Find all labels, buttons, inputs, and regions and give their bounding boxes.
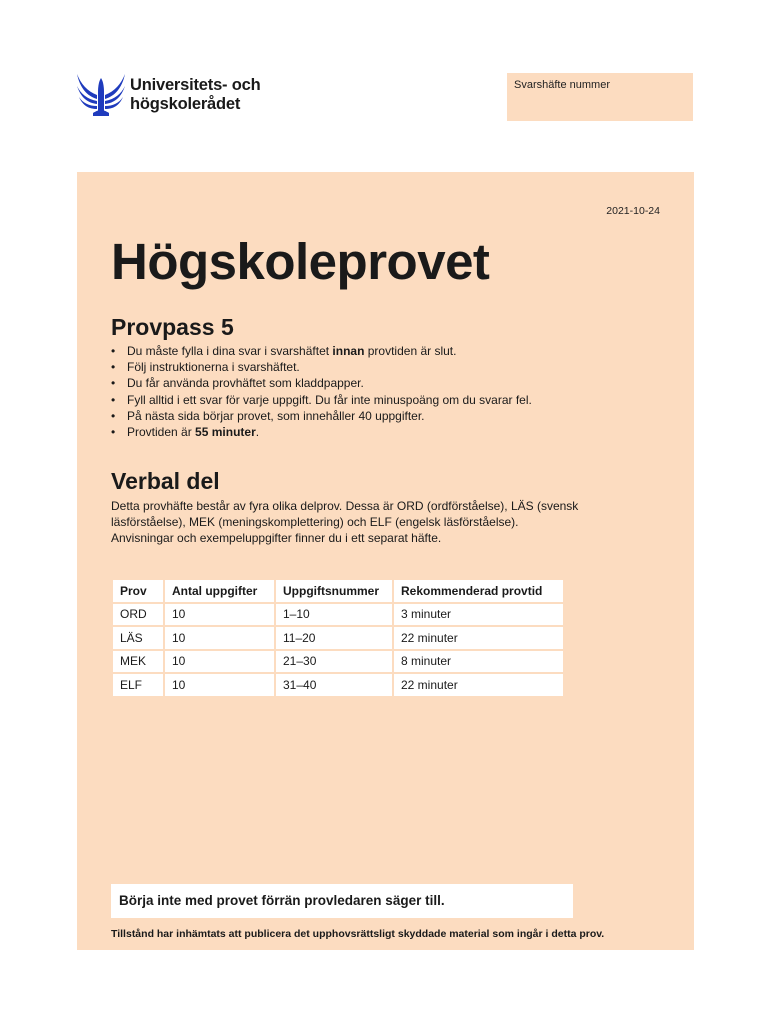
- table-header-cell: Prov: [113, 580, 163, 602]
- table-cell: ELF: [113, 674, 163, 696]
- table-row: [113, 674, 563, 696]
- table-cell: ORD: [113, 604, 163, 626]
- table-cell: 3 minuter: [394, 604, 563, 626]
- org-name-line1: Universitets- och: [130, 76, 261, 94]
- table-cell: 11–20: [276, 627, 392, 649]
- table-cell: 1–10: [276, 604, 392, 626]
- instruction-item: • Fyll alltid i ett svar för varje uppgift. Du får inte minuspoäng om du svarar fel.: [111, 392, 532, 408]
- table-cell: LÄS: [113, 627, 163, 649]
- answer-booklet-number-box[interactable]: [507, 73, 693, 121]
- table-header-cell: Rekommenderad provtid: [394, 580, 563, 602]
- table-row: [113, 627, 563, 649]
- table-cell: 21–30: [276, 651, 392, 673]
- instruction-item: • På nästa sida börjar provet, som innehåller 40 uppgifter.: [111, 408, 532, 424]
- page-title: Högskoleprovet: [111, 233, 490, 290]
- table-cell: 22 minuter: [394, 674, 563, 696]
- uhr-wing-logo-icon: [77, 72, 125, 118]
- test-date: 2021-10-24: [606, 205, 660, 217]
- instruction-list: [111, 343, 532, 440]
- table-header-row: [113, 580, 563, 602]
- table-cell: 10: [165, 674, 274, 696]
- instruction-item: • Följ instruktionerna i svarshäftet.: [111, 359, 532, 375]
- start-notice-box: [111, 884, 573, 918]
- table-row: [113, 651, 563, 673]
- table-cell: 22 minuter: [394, 627, 563, 649]
- instruction-item: • Du får använda provhäftet som kladdpapper.: [111, 375, 532, 391]
- cover-panel: [77, 172, 694, 950]
- section-description: Detta provhäfte består av fyra olika delprov. Dessa är ORD (ordförståelse), LÄS (svensk läsförståelse), MEK (meningskomplettering) och ELF (engelsk läsförståelse). Anvisningar och exempeluppgifter finner du i ett separat häfte.: [111, 499, 579, 546]
- start-notice: Börja inte med provet förrän provledaren säger till.: [119, 893, 445, 908]
- table-cell: 10: [165, 627, 274, 649]
- section-heading: Verbal del: [111, 468, 220, 494]
- table-row: [113, 604, 563, 626]
- table-cell: 10: [165, 604, 274, 626]
- org-name: [130, 76, 260, 114]
- table-cell: MEK: [113, 651, 163, 673]
- answer-booklet-label: Svarshäfte nummer: [514, 79, 610, 91]
- test-section-title: Provpass 5: [111, 314, 234, 340]
- table-cell: 8 minuter: [394, 651, 563, 673]
- uhr-logo: [77, 72, 277, 118]
- subtest-table: [111, 578, 565, 698]
- copyright-notice: Tillstånd har inhämtats att publicera det upphovsrättsligt skyddade material som ingår i detta prov.: [111, 928, 605, 940]
- table-header-cell: Antal uppgifter: [165, 580, 274, 602]
- table-cell: 10: [165, 651, 274, 673]
- org-name-line2: högskolerådet: [130, 95, 241, 113]
- instruction-item: • Du måste fylla i dina svar i svarshäftet innan provtiden är slut.: [111, 343, 532, 359]
- table-header-cell: Uppgiftsnummer: [276, 580, 392, 602]
- instruction-item: • Provtiden är 55 minuter.: [111, 424, 532, 440]
- table-cell: 31–40: [276, 674, 392, 696]
